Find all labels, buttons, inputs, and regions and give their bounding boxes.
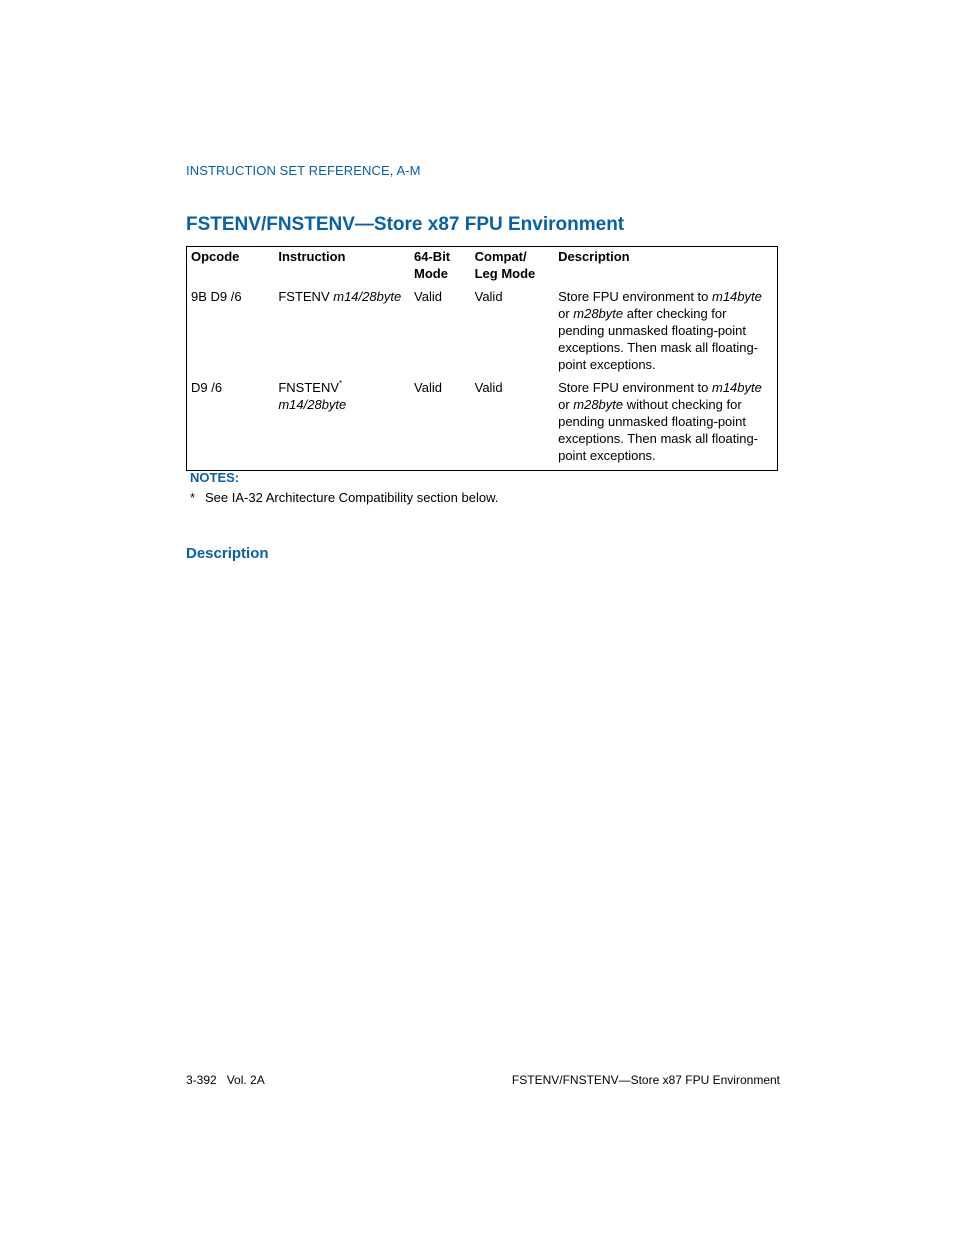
cell-opcode: D9 /6 xyxy=(191,380,223,395)
column-header-compat-line2: Leg Mode xyxy=(474,266,536,281)
note-item xyxy=(190,490,498,505)
column-header-64bit-line2: Mode xyxy=(414,266,448,281)
cell-compat-leg-mode: Valid xyxy=(474,289,503,304)
note-marker: * xyxy=(190,490,196,505)
description-text: or xyxy=(558,397,574,412)
description-operand-m14: m14byte xyxy=(712,380,762,395)
column-header-description: Description xyxy=(558,249,630,264)
column-header-compat-line1: Compat/ xyxy=(474,249,527,264)
instruction-operand: m14/28byte xyxy=(333,289,402,304)
column-header-opcode: Opcode xyxy=(191,249,240,264)
cell-compat-leg-mode: Valid xyxy=(474,380,503,395)
column-header-compat-leg-mode xyxy=(471,247,554,289)
instruction-operand: m14/28byte xyxy=(278,397,347,412)
opcode-table xyxy=(186,246,778,471)
description-text: after checking for pending unmasked floating-point exceptions. Then mask all floating-point exceptions. xyxy=(558,306,759,372)
instruction-mnemonic: FNSTENV xyxy=(278,380,339,395)
cell-opcode: 9B D9 /6 xyxy=(191,289,242,304)
cell-description xyxy=(554,379,777,471)
cell-instruction xyxy=(274,379,410,471)
page-title: FSTENV/FNSTENV—Store x87 FPU Environment xyxy=(186,214,625,235)
column-header-64bit-line1: 64-Bit xyxy=(414,249,451,264)
description-operand-m14: m14byte xyxy=(712,289,762,304)
cell-64bit-mode: Valid xyxy=(414,380,442,395)
cell-instruction xyxy=(274,288,410,379)
note-text: See IA-32 Architecture Compatibility section below. xyxy=(205,490,499,505)
table-row xyxy=(187,379,778,471)
description-operand-m28: m28byte xyxy=(573,397,624,412)
description-text: Store FPU environment to xyxy=(558,289,712,304)
footer-page-number: 3-392 Vol. 2A xyxy=(186,1073,265,1087)
column-header-64bit-mode xyxy=(410,247,471,289)
running-head: INSTRUCTION SET REFERENCE, A-M xyxy=(186,163,421,178)
section-heading-description: Description xyxy=(186,545,269,562)
table-row xyxy=(187,288,778,379)
description-operand-m28: m28byte xyxy=(573,306,624,321)
description-text: or xyxy=(558,306,574,321)
notes-label: NOTES: xyxy=(190,470,240,485)
description-text: Store FPU environment to xyxy=(558,380,712,395)
cell-64bit-mode: Valid xyxy=(414,289,442,304)
footer-section-title: FSTENV/FNSTENV—Store x87 FPU Environment xyxy=(511,1073,780,1087)
cell-description xyxy=(554,288,777,379)
instruction-mnemonic: FSTENV xyxy=(278,289,330,304)
note-reference-superscript: * xyxy=(339,379,343,388)
table-header-row xyxy=(187,247,778,289)
description-text: without checking for pending unmasked floating-point exceptions. Then mask all floating-point exceptions. xyxy=(558,397,759,463)
column-header-instruction: Instruction xyxy=(278,249,346,264)
